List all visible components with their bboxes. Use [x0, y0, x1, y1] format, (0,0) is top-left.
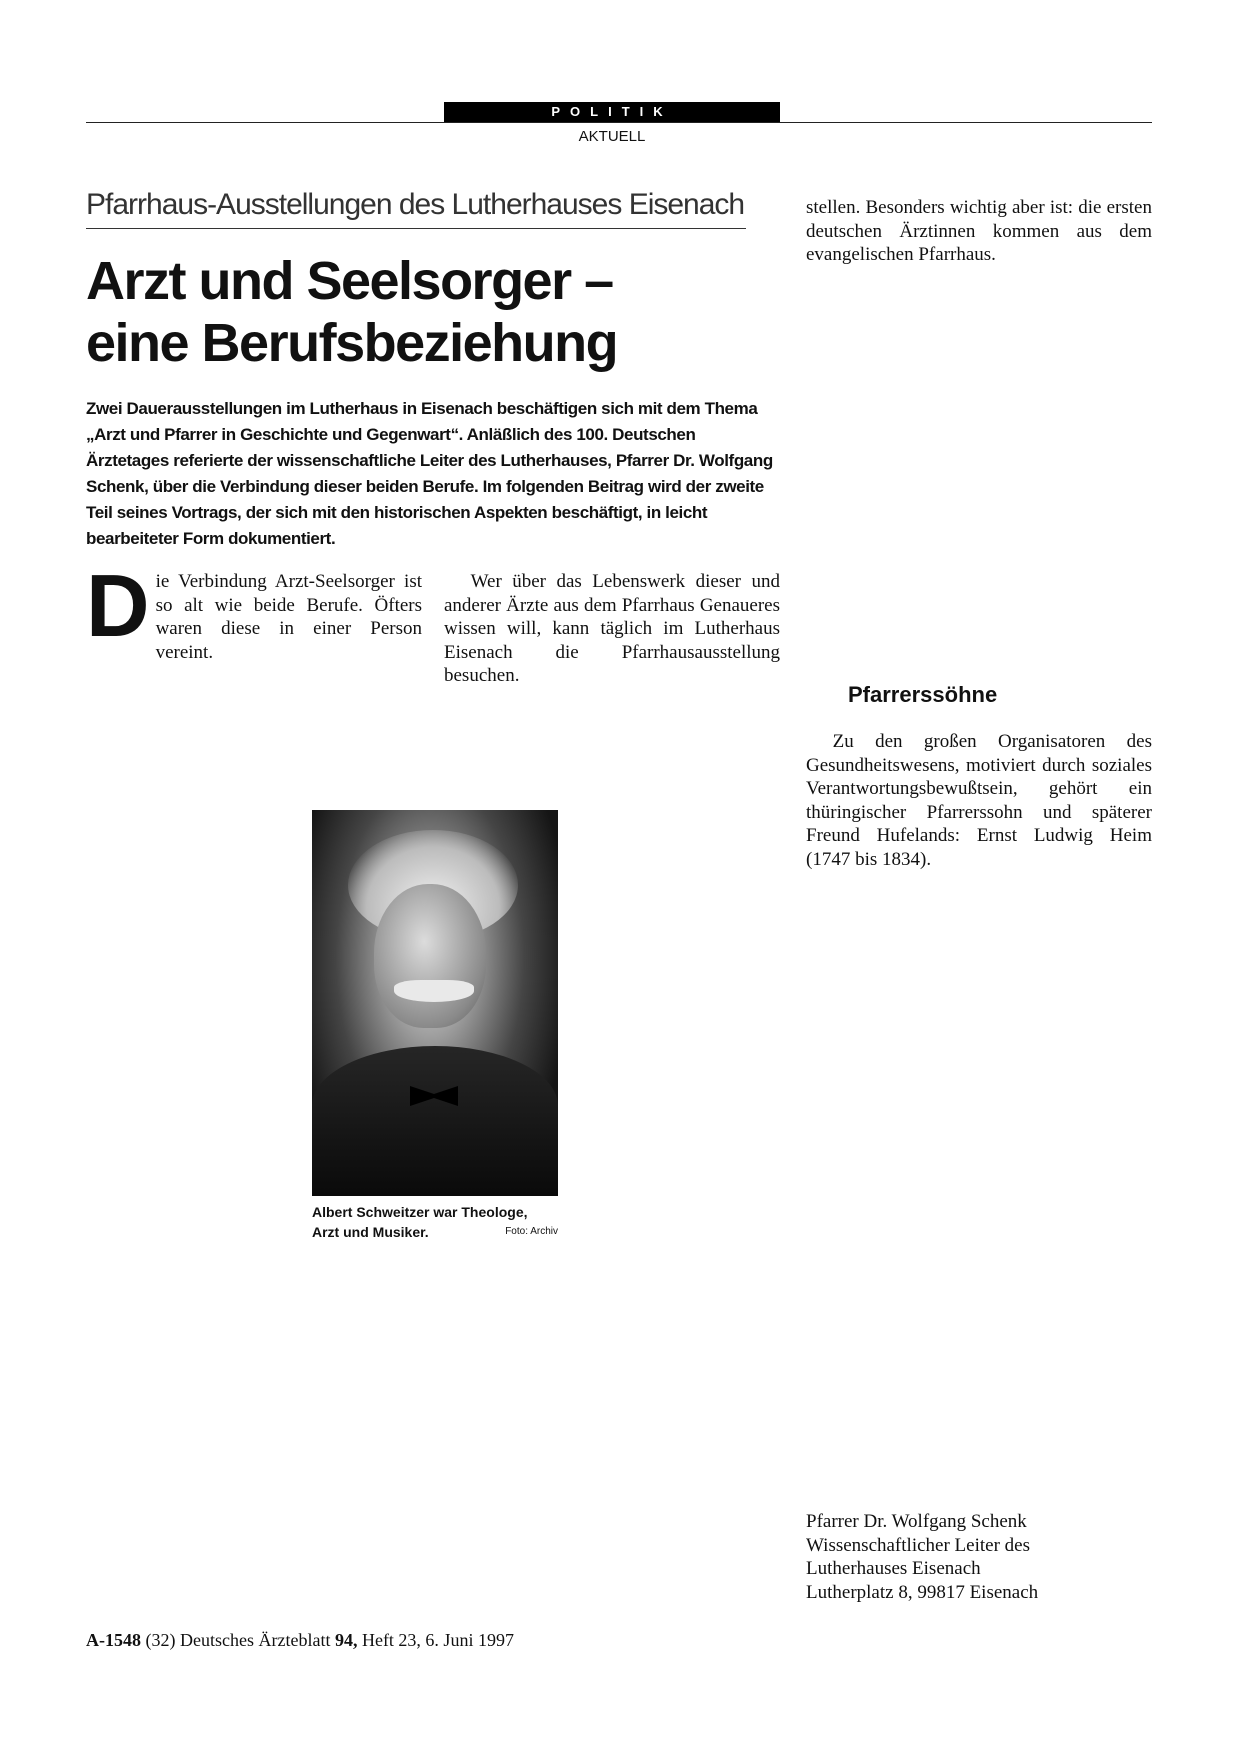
body-column-2 — [444, 570, 780, 810]
photo-caption — [312, 1202, 558, 1242]
body-paragraph: Zu den großen Organisatoren des Gesundheitswesens, motiviert durch soziales Verantwortungsbewußtsein, gehört ein thüringischer Pfarrerssohn und späterer Freund Hufelands: Ernst Ludwig Heim (1747 bis 1834). — [806, 731, 1152, 870]
body-paragraph: ie Verbindung Arzt-Seelsorger ist so alt wie beide Berufe. Öfters waren diese in einer Person vereint. — [155, 571, 422, 663]
drop-cap: D — [86, 570, 150, 655]
footer-page-ref: (32) — [145, 1630, 176, 1650]
article-kicker: Pfarrhaus-Ausstellungen des Lutherhauses Eisenach — [86, 188, 746, 229]
body-paragraph: stellen. Besonders wichtig aber ist: die ersten deutschen Ärztinnen kommen aus dem evangelischen Pfarrhaus. — [806, 197, 1152, 265]
headline-line-1: Arzt und Seelsorger – — [86, 251, 613, 311]
section-label: POLITIK — [444, 102, 780, 122]
footer-journal: Deutsches Ärzteblatt — [180, 1630, 331, 1650]
body-column-3-continued — [806, 730, 1152, 1000]
caption-text: Albert Schweitzer war Theologe, Arzt und Musiker. — [312, 1204, 528, 1240]
author-address: Lutherplatz 8, 99817 Eisenach — [806, 1581, 1039, 1603]
subsection-label: AKTUELL — [578, 128, 646, 145]
photo-credit: Foto: Archiv — [505, 1226, 558, 1237]
photo-moustache — [394, 980, 474, 1002]
footer-issue: Heft 23, 6. Juni 1997 — [361, 1630, 514, 1650]
author-box — [806, 1510, 1152, 1604]
body-paragraph: Wer über das Lebenswerk dieser und anderer Ärzte aus dem Pfarrhaus Genaueres wissen will, kann täglich im Lutherhaus Eisenach die Pfarrhausausstellung besuchen. — [444, 571, 780, 686]
author-role: Wissenschaftlicher Leiter des — [806, 1534, 1030, 1556]
article-headline — [86, 250, 766, 374]
article-lead: Zwei Dauerausstellungen im Lutherhaus in Eisenach beschäftigen sich mit dem Thema „Arzt und Pfarrer in Geschichte und Gegenwart“. Anläßlich des 100. Deutschen Ärztetages referierte der wissenschaftliche Leiter des Lutherhauses, Pfarrer Dr. Wolfgang Schenk, über die Verbindung dieser beiden Berufe. Im folgenden Beitrag wird der zweite Teil seines Vortrags, der sich mit den historischen Aspekten beschäftigt, in leicht bearbeiteter Form dokumentiert. — [86, 399, 773, 548]
schweitzer-photo — [312, 810, 558, 1196]
header-rule — [86, 122, 1152, 123]
photo-face — [374, 884, 486, 1028]
footer-folio: A-1548 — [86, 1630, 141, 1650]
author-institution: Lutherhauses Eisenach — [806, 1558, 981, 1579]
section-subhead: Pfarrerssöhne — [848, 682, 998, 707]
headline-line-2: eine Berufsbeziehung — [86, 313, 618, 373]
footer-volume: 94, — [334, 1630, 358, 1650]
body-column-3 — [806, 196, 1152, 666]
author-name: Pfarrer Dr. Wolfgang Schenk — [806, 1511, 1027, 1532]
page-footer — [86, 1630, 686, 1651]
photo-coat — [312, 1046, 558, 1196]
